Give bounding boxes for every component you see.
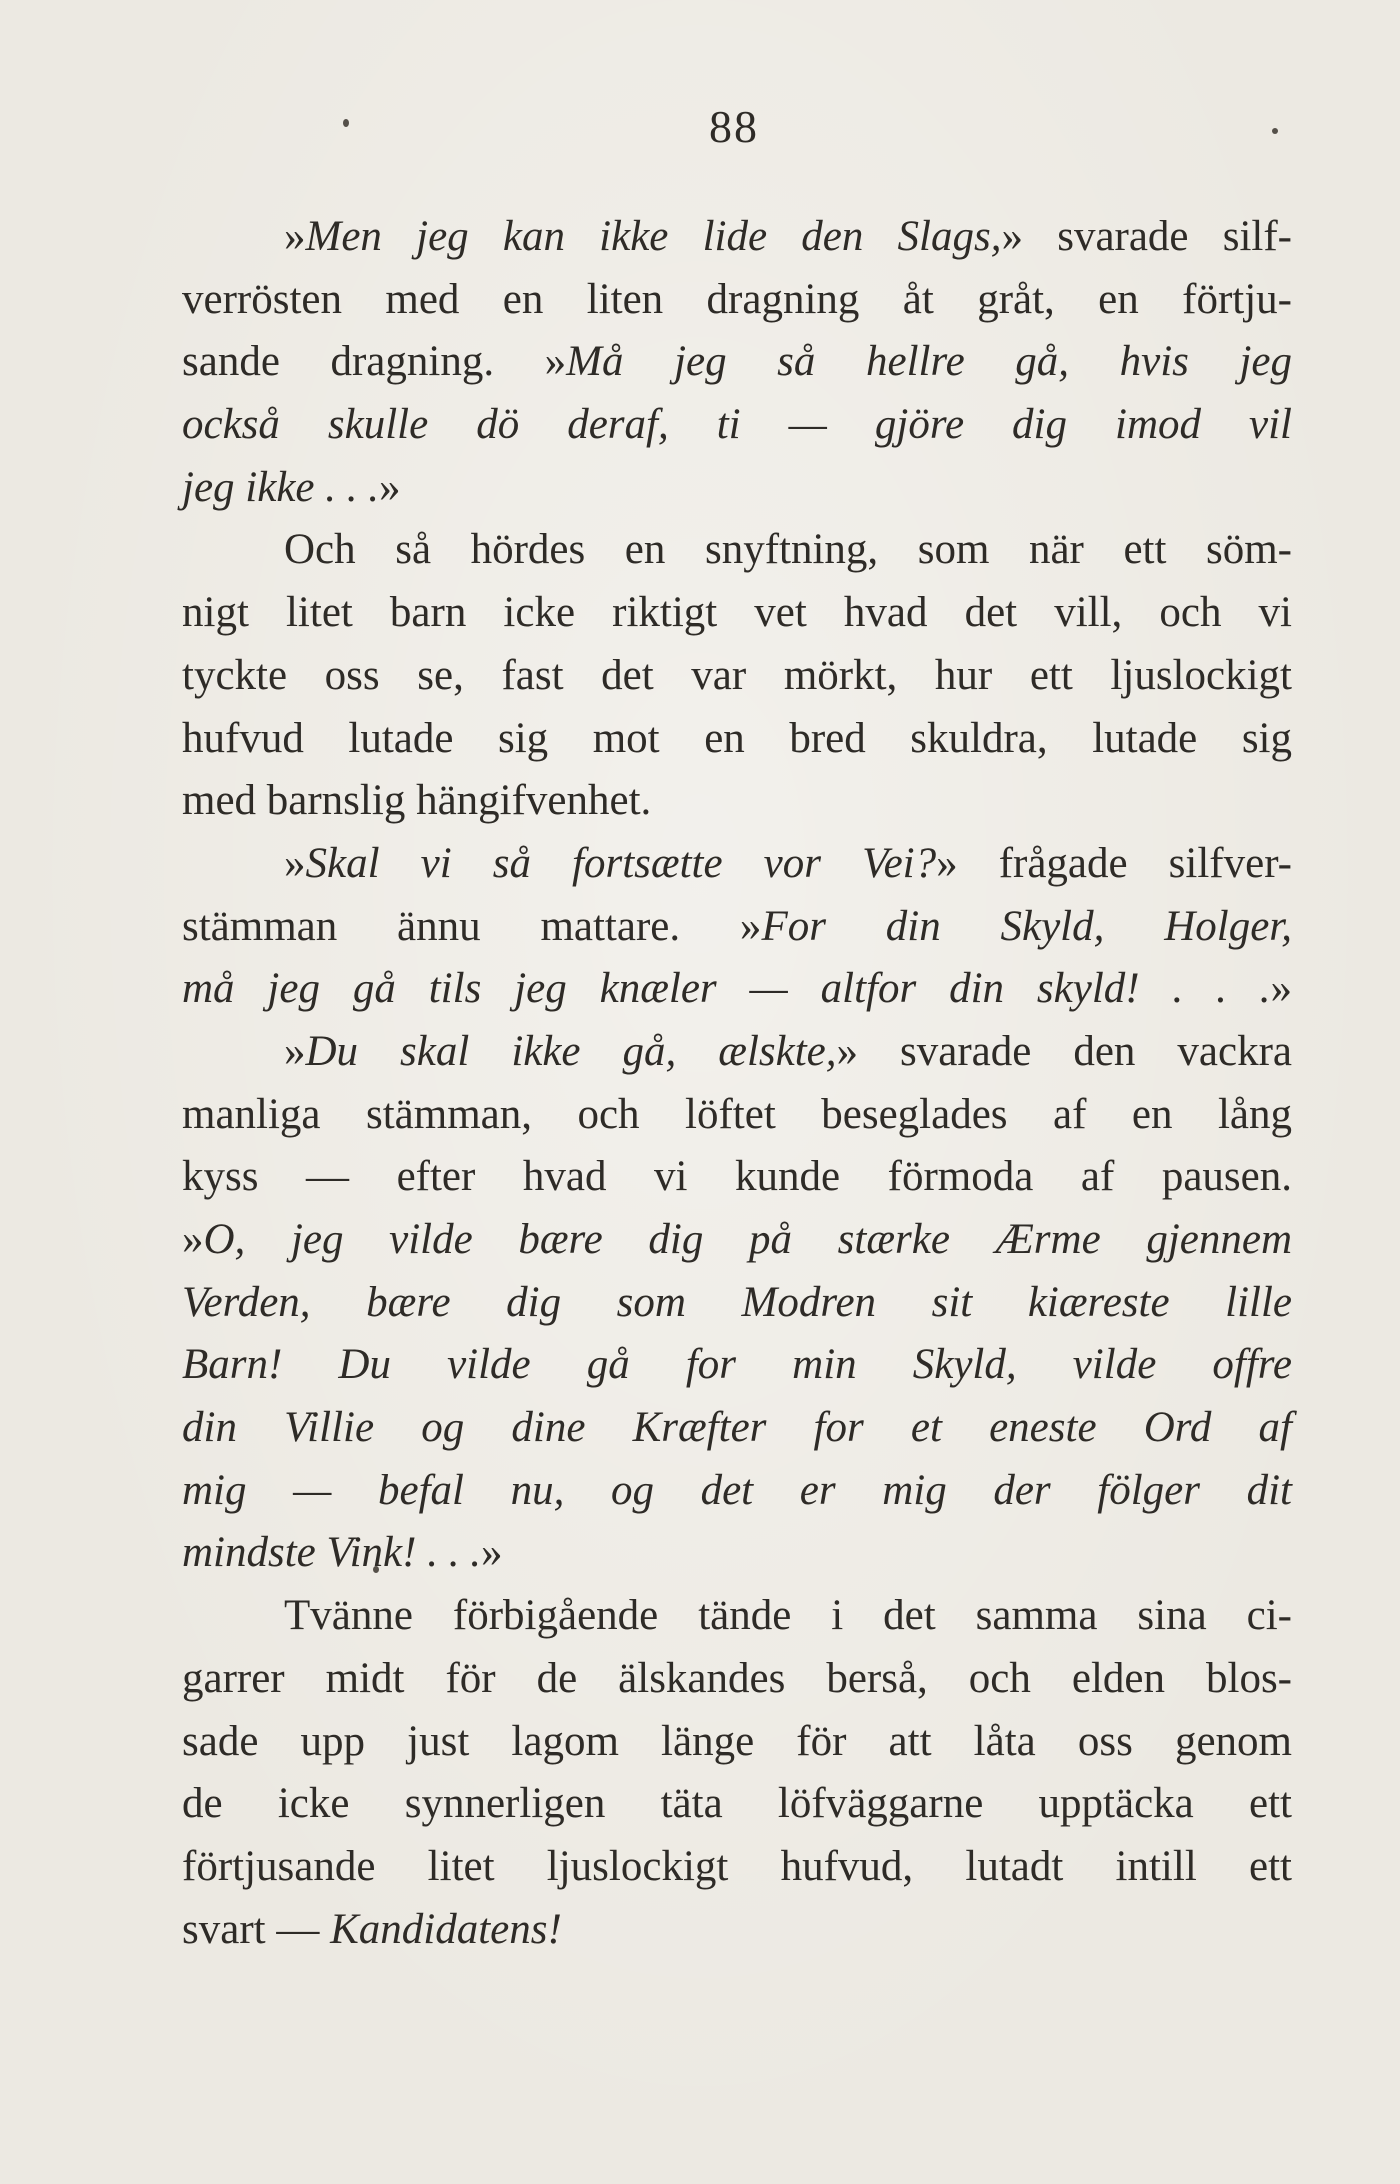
text-segment: » [1270,965,1292,1013]
italic-text-segment: din Villie og dine Kræfter for et eneste Ord af [182,1404,1292,1452]
italic-text-segment: må jeg gå tils jeg knæler — altfor din skyld! . . . [182,965,1271,1013]
text-line [182,1711,1292,1774]
italic-text-segment: mig — befal nu, og det er mig der fölger dit [182,1466,1292,1514]
text-segment: svart — [182,1905,331,1953]
text-segment: » [284,839,306,887]
text-segment: » [480,1529,503,1577]
text-line [182,331,1292,394]
italic-text-segment: Du skal ikke gå, ælskte, [305,1027,837,1075]
text-segment: stämman ännu mattare. » [182,902,762,950]
text-line [182,1334,1292,1397]
text-segment: kyss — efter hvad vi kunde förmoda af pausen. [182,1153,1292,1201]
text-segment: tyckte oss se, fast det var mörkt, hur ett ljuslockigt [182,651,1292,699]
text-segment: » frågade silfver- [936,839,1292,887]
text-line [182,519,1292,582]
italic-text-segment: också skulle dö deraf, ti — gjöre dig imod vil [182,401,1292,449]
text-segment: sande dragning. » [182,338,567,386]
text-line [182,1585,1292,1648]
text-segment: manliga stämman, och löftet beseglades af en lång [182,1090,1292,1138]
text-segment: Och så hördes en snyftning, som när ett söm- [284,526,1292,574]
text-line [182,1460,1292,1523]
text-segment: garrer midt för de älskandes berså, och elden blos- [182,1654,1292,1702]
text-line [182,833,1292,896]
text-segment: nigt litet barn icke riktigt vet hvad det vill, och vi [182,589,1292,637]
page-number: 88 [709,101,759,152]
text-segment: » [182,1216,204,1263]
italic-text-segment: For din Skyld, Holger, [761,902,1292,950]
text-line [182,958,1292,1021]
text-line [182,1084,1292,1147]
text-line [182,1836,1292,1899]
text-line [182,1397,1292,1460]
text-line [182,269,1292,332]
text-line [182,1209,1292,1272]
text-line [182,582,1292,645]
text-line [182,1648,1292,1711]
text-segment: » svarade den vackra [836,1027,1292,1075]
text-segment: sade upp just lagom länge för att låta oss genom [182,1717,1292,1765]
body-text [182,206,1292,1961]
italic-text-segment: Barn! Du vilde gå for min Skyld, vilde offre [182,1341,1292,1389]
italic-text-segment: Verden, bære dig som Modren sit kiæreste lille [182,1278,1292,1326]
text-line [182,1522,1292,1585]
text-line [182,1146,1292,1209]
text-line [182,708,1292,771]
italic-text-segment: mindste Vink! . . . [182,1529,481,1577]
text-segment: verrösten med en liten dragning åt gråt, en förtju- [182,275,1292,323]
italic-text-segment: Men jeg kan ikke lide den Slags, [305,213,1002,260]
text-line [182,206,1292,269]
italic-text-segment: O, jeg vilde bære dig på stærke Ærme gjennem [203,1216,1292,1263]
italic-text-segment: jeg ikke . . . [182,463,379,511]
text-segment: de icke synnerligen täta löfväggarne upptäcka ett [182,1780,1292,1828]
text-line [182,896,1292,959]
italic-text-segment: Kandidatens! [330,1905,562,1953]
text-line [182,1272,1292,1335]
text-segment: » [284,1027,306,1075]
text-segment: » [379,463,401,511]
text-line [182,1021,1292,1084]
text-line [182,1773,1292,1836]
text-segment: » [284,213,306,260]
text-segment: hufvud lutade sig mot en bred skuldra, lutade sig [182,714,1292,762]
text-line [182,457,1292,520]
text-line [182,1899,1292,1962]
italic-text-segment: Skal vi så fortsætte vor Vei? [305,839,937,887]
text-line [182,394,1292,457]
text-line [182,645,1292,708]
text-line [182,770,1292,833]
italic-text-segment: Må jeg så hellre gå, hvis jeg [566,338,1292,386]
text-segment: förtjusande litet ljuslockigt hufvud, lutadt intill ett [182,1842,1292,1890]
text-segment: med barnslig hängifvenhet. [182,777,652,825]
text-segment: » svarade silf- [1001,213,1292,260]
text-segment: Tvänne förbigående tände i det samma sina ci- [284,1592,1292,1640]
